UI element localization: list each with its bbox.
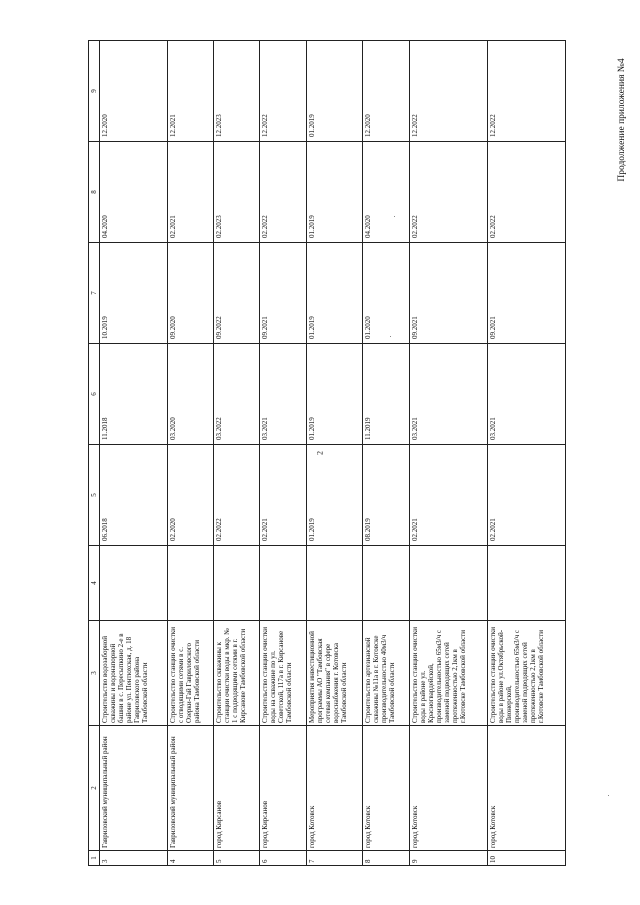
region-cell: город Кирсанов — [260, 726, 306, 851]
col7-cell: 09.2021 — [487, 243, 565, 344]
row-number: 8 — [363, 851, 409, 866]
header-cell: 3 — [89, 621, 100, 726]
col5-cell: 02.2020 — [167, 445, 213, 546]
col9-cell: 12.2022 — [260, 41, 306, 142]
col8-cell: 04.2020 — [363, 142, 409, 243]
col6-cell: 03.2022 — [213, 344, 259, 445]
col4-cell — [306, 546, 363, 621]
col5-cell: 02.2021 — [409, 445, 487, 546]
col8-cell: 02.2022 — [260, 142, 306, 243]
row-number: 4 — [167, 851, 213, 866]
scan-speck — [394, 216, 395, 217]
description-cell: Строительство водозаборной скважины и водонапорной башни в с. Пересыпкино 2-е в районе ул. Пентюхская, д. 18 Гавриловского района Тамбовской области — [100, 621, 168, 726]
col4-cell — [363, 546, 409, 621]
row-number: 10 — [487, 851, 565, 866]
table-row — [167, 41, 213, 866]
region-cell: Гавриловский муниципальный район — [100, 726, 168, 851]
col6-cell: 03.2020 — [167, 344, 213, 445]
caption: Продолжение приложения №4 — [617, 58, 627, 182]
table-row — [409, 41, 487, 866]
description-cell: Строительство станции очистки воды в районе ул. Красногвардейской, производительностью 65м3/ч с заменой подводящих сетей протяженностью 2,1км в г.Котовске Тамбовской области — [409, 621, 487, 726]
col6-cell: 03.2021 — [260, 344, 306, 445]
col9-cell: 12.2021 — [167, 41, 213, 142]
col9-cell: 12.2023 — [213, 41, 259, 142]
col4-cell — [213, 546, 259, 621]
table-row — [260, 41, 306, 866]
region-cell: город Кирсанов — [213, 726, 259, 851]
table-row — [213, 41, 259, 866]
col5-cell: 02.2021 — [260, 445, 306, 546]
col4-cell — [167, 546, 213, 621]
header-row — [89, 41, 100, 866]
col6-cell: 03.2021 — [487, 344, 565, 445]
col5-cell: 08.2019 — [363, 445, 409, 546]
col6-cell: 11.2019 — [363, 344, 409, 445]
col8-cell: 02.2023 — [213, 142, 259, 243]
table-row — [487, 41, 565, 866]
col8-cell: 02.2022 — [487, 142, 565, 243]
col5-cell: 01.2019 — [306, 445, 363, 546]
col7-cell: 09.2022 — [213, 243, 259, 344]
region-cell: город Котовск — [487, 726, 565, 851]
col8-cell: 02.2022 — [409, 142, 487, 243]
col6-cell: 11.2018 — [100, 344, 168, 445]
col8-cell: 01.2019 — [306, 142, 363, 243]
header-cell: 4 — [89, 546, 100, 621]
table-row — [100, 41, 168, 866]
col8-cell: 04.2020 — [100, 142, 168, 243]
schedule-table — [88, 40, 566, 866]
col7-cell: 09.2021 — [260, 243, 306, 344]
col5-cell: 02.2021 — [487, 445, 565, 546]
region-cell: город Котовск — [306, 726, 363, 851]
header-cell: 6 — [89, 344, 100, 445]
description-cell: Строительство скважины к станции очистки воды в мкр. № 1 с подводящими сетями в г. Кирсанове Тамбовской области — [213, 621, 259, 726]
page-number: 2 — [315, 451, 325, 455]
region-cell: город Котовск — [363, 726, 409, 851]
row-number: 9 — [409, 851, 487, 866]
col4-cell — [409, 546, 487, 621]
col4-cell — [487, 546, 565, 621]
header-cell: 2 — [89, 726, 100, 851]
row-number: 7 — [306, 851, 363, 866]
col9-cell: 12.2020 — [363, 41, 409, 142]
header-cell: 9 — [89, 41, 100, 142]
region-cell: Гавриловский муниципальный район — [167, 726, 213, 851]
row-number: 5 — [213, 851, 259, 866]
scan-speck — [608, 795, 609, 796]
col7-cell: 09.2021 — [409, 243, 487, 344]
col5-cell: 06.2018 — [100, 445, 168, 546]
col9-cell: 12.2022 — [487, 41, 565, 142]
header-cell: 1 — [89, 851, 100, 866]
description-cell: Мероприятия инвестиционной программы АО "Тамбовская сетевая компания" в сфере водоснабжения г. Котовска Тамбовской области — [306, 621, 363, 726]
col5-cell: 02.2022 — [213, 445, 259, 546]
description-cell: Строительство артезианской скважины №11а в г. Котовске производительностью 40м3/ч Тамбовской области — [363, 621, 409, 726]
col7-cell: 09.2020 — [167, 243, 213, 344]
table-row — [306, 41, 363, 866]
scan-speck — [390, 336, 391, 337]
row-number: 6 — [260, 851, 306, 866]
col9-cell: 12.2022 — [409, 41, 487, 142]
col6-cell: 01.2019 — [306, 344, 363, 445]
col7-cell: 01.2019 — [306, 243, 363, 344]
col6-cell: 03.2021 — [409, 344, 487, 445]
header-cell: 7 — [89, 243, 100, 344]
col7-cell: 01.2020 — [363, 243, 409, 344]
description-cell: Строительство станции очистки воды в районе ул.Октябрьской-Пионерской, производительностью 65м3/ч с заменой подводящих сетей протяженностью 2,1км в г.Котовске Тамбовской области — [487, 621, 565, 726]
table-row — [363, 41, 409, 866]
region-cell: город Котовск — [409, 726, 487, 851]
header-cell: 5 — [89, 445, 100, 546]
header-cell: 8 — [89, 142, 100, 243]
description-cell: Строительство станции очистки с отводящими сетями в с. Озерки-Гай Гавриловского района Тамбовской области — [167, 621, 213, 726]
col4-cell — [260, 546, 306, 621]
col9-cell: 01.2019 — [306, 41, 363, 142]
col7-cell: 10.2019 — [100, 243, 168, 344]
col4-cell — [100, 546, 168, 621]
row-number: 3 — [100, 851, 168, 866]
col8-cell: 02.2021 — [167, 142, 213, 243]
col9-cell: 12.2020 — [100, 41, 168, 142]
rotated-table-container — [88, 86, 566, 866]
description-cell: Строительство станции очистки воды на скважине по ул. Советской, 117а в г. Кирсанове Тамбовской области — [260, 621, 306, 726]
